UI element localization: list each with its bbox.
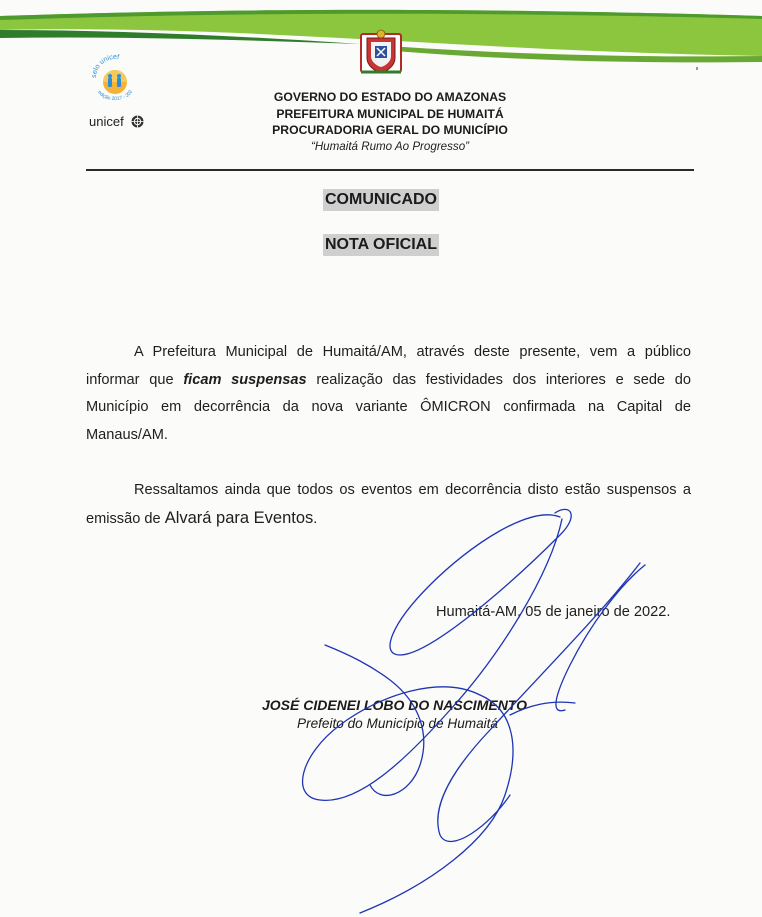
svg-text:edição 2017 - 2020: edição 2017 - 202 — [96, 89, 135, 103]
municipal-coat-of-arms — [357, 28, 405, 78]
signatory-name: JOSÉ CIDENEI LOBO DO NASCIMENTO — [262, 697, 527, 713]
unicef-globe-icon — [131, 115, 144, 128]
svg-text:selo unicef: selo unicef — [90, 53, 120, 79]
heading-comunicado: COMUNICADO — [323, 189, 439, 211]
motto: “Humaitá Rumo Ao Progresso” — [310, 139, 470, 153]
procuradoria-line: PROCURADORIA GERAL DO MUNICÍPIO — [272, 123, 508, 138]
state-government-line: GOVERNO DO ESTADO DO AMAZONAS — [273, 90, 507, 104]
letterhead — [200, 89, 580, 155]
header-divider — [86, 169, 694, 171]
prefeitura-line: PREFEITURA MUNICIPAL DE HUMAITÁ — [276, 106, 504, 121]
date-location-line: Humaitá-AM, 05 de janeiro de 2022. — [436, 604, 671, 620]
paragraph-announcement: A Prefeitura Municipal de Humaitá/AM, através deste presente, vem a público informar que ficam suspensas realização das festividades dos interiores e sede do Município em decorrência da nova variante ÔMICRON confirmada na Capital de Manaus/AM. — [86, 344, 692, 443]
signatory-title: Prefeito do Município de Humaitá — [297, 716, 498, 731]
scan-mark — [696, 67, 698, 70]
heading-nota-oficial: NOTA OFICIAL — [323, 234, 439, 256]
paragraph-alvara: Ressaltamos ainda que todos os eventos em decorrência disto estão suspensos a emissão de Alvará para Eventos. — [86, 482, 691, 527]
unicef-logo-text: unicef — [89, 114, 124, 129]
selo-unicef-badge — [88, 52, 142, 104]
